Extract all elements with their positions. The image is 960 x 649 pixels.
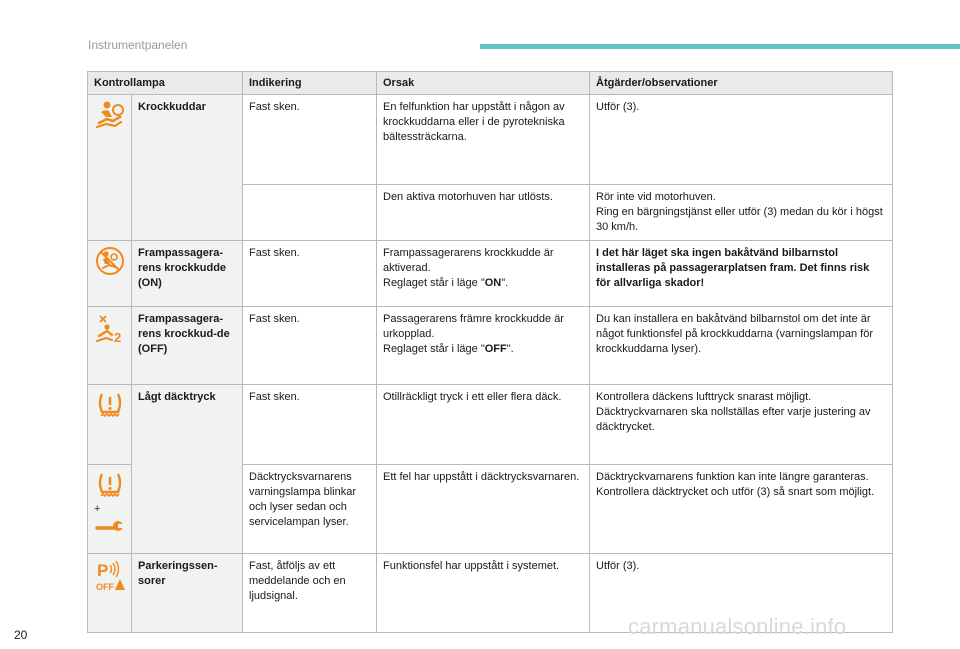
passenger-airbag-on-icon	[95, 246, 125, 276]
watermark: carmanualsonline.info	[628, 614, 847, 639]
lamp-name: Frampassagera-rens krockkudde (ON)	[132, 241, 243, 307]
svg-text:2: 2	[113, 330, 121, 344]
cause-cell	[377, 307, 590, 385]
action-line: Däcktryckvarnaren ska nollställas efter varje justering av däcktrycket.	[596, 406, 871, 433]
column-header: Orsak	[377, 72, 590, 95]
lamp-icon-cell	[88, 385, 132, 465]
svg-text:P: P	[97, 561, 109, 580]
table-row	[88, 95, 893, 185]
parking-off-label: OFF	[96, 582, 114, 592]
warning-lamp-table	[87, 71, 893, 633]
action-line: Ring en bärgningstjänst eller utför (3) medan du kör i högst 30 km/h.	[596, 206, 883, 233]
switch-position: ON	[484, 277, 502, 289]
table-row	[88, 385, 893, 465]
action-cell: Utför (3).	[590, 554, 893, 633]
indication-cell: Fast, åtföljs av ett meddelande och en ljudsignal.	[243, 554, 377, 633]
cause-cell: En felfunktion har uppstått i någon av krockkuddarna eller i de pyrotekniska bältessträckarna.	[377, 95, 590, 185]
indication-cell: Fast sken.	[243, 95, 377, 185]
action-line: Kontrollera däcktrycket och utför (3) så snart som möjligt.	[596, 486, 875, 498]
passenger-airbag-off-icon	[95, 312, 125, 344]
lamp-name: Lågt däcktryck	[132, 385, 243, 554]
table-row	[88, 241, 893, 307]
action-line: Rör inte vid motorhuven.	[596, 191, 716, 203]
header-accent-bar	[480, 44, 960, 49]
cause-cell	[377, 241, 590, 307]
tyre-pressure-icon	[95, 470, 125, 500]
cause-text: Reglaget står i läge "	[383, 277, 485, 289]
tyre-pressure-icon	[95, 390, 125, 420]
column-header: Indikering	[243, 72, 377, 95]
lamp-icon-cell	[88, 465, 132, 554]
action-line: Kontrollera däckens lufttryck snarast möjligt.	[596, 391, 812, 403]
cause-cell: Funktionsfel har uppstått i systemet.	[377, 554, 590, 633]
cause-text: ".	[501, 277, 509, 289]
action-cell	[590, 185, 893, 241]
indication-cell: Fast sken.	[243, 241, 377, 307]
section-title: Instrumentpanelen	[88, 38, 188, 52]
indication-cell	[243, 185, 377, 241]
action-line: Däcktryckvarnarens funktion kan inte längre garanteras.	[596, 471, 869, 483]
page-number: 20	[14, 628, 28, 642]
parking-sensor-off-icon	[94, 559, 128, 593]
cause-cell: Ett fel har uppstått i däcktrycksvarnaren.	[377, 465, 590, 554]
indication-cell: Fast sken.	[243, 307, 377, 385]
lamp-icon-cell	[88, 554, 132, 633]
action-cell: Du kan installera en bakåtvänd bilbarnstol om det inte är något funktionsfel på krockkuddarna (varningslampan för krockkuddarna lyser).	[590, 307, 893, 385]
indication-cell: Däcktrycksvarnarens varningslampa blinkar och lyser sedan och servicelampan lyser.	[243, 465, 377, 554]
table-row	[88, 307, 893, 385]
lamp-name: Parkeringssen-sorer	[132, 554, 243, 633]
airbag-warning-icon	[95, 100, 125, 130]
lamp-icon-cell	[88, 241, 132, 307]
cause-line	[383, 276, 583, 291]
cause-line: Passagerarens främre krockkudde är urkopplad.	[383, 313, 564, 340]
action-cell: Utför (3).	[590, 95, 893, 185]
table-header-row	[88, 72, 893, 95]
indication-cell: Fast sken.	[243, 385, 377, 465]
lamp-name: Krockkuddar	[132, 95, 243, 241]
cause-cell: Otillräckligt tryck i ett eller flera däck.	[377, 385, 590, 465]
column-header: Åtgärder/observationer	[590, 72, 893, 95]
cause-text: ".	[506, 343, 514, 355]
lamp-icon-cell	[88, 307, 132, 385]
cause-cell: Den aktiva motorhuven har utlösts.	[377, 185, 590, 241]
column-header: Kontrollampa	[88, 72, 243, 95]
lamp-name: Frampassagera-rens krockkud-de (OFF)	[132, 307, 243, 385]
action-cell: I det här läget ska ingen bakåtvänd bilbarnstol installeras på passagerarplatsen fram. Det finns risk för allvarliga skador!	[590, 241, 893, 307]
cause-line: Frampassagerarens krockkudde är aktiverad.	[383, 247, 554, 274]
service-wrench-icon	[95, 519, 125, 533]
plus-sign: +	[94, 503, 101, 515]
cause-text: Reglaget står i läge "	[383, 343, 485, 355]
switch-position: OFF	[484, 343, 507, 355]
action-cell	[590, 385, 893, 465]
lamp-icon-cell	[88, 95, 132, 241]
cause-line	[383, 342, 583, 357]
action-cell	[590, 465, 893, 554]
